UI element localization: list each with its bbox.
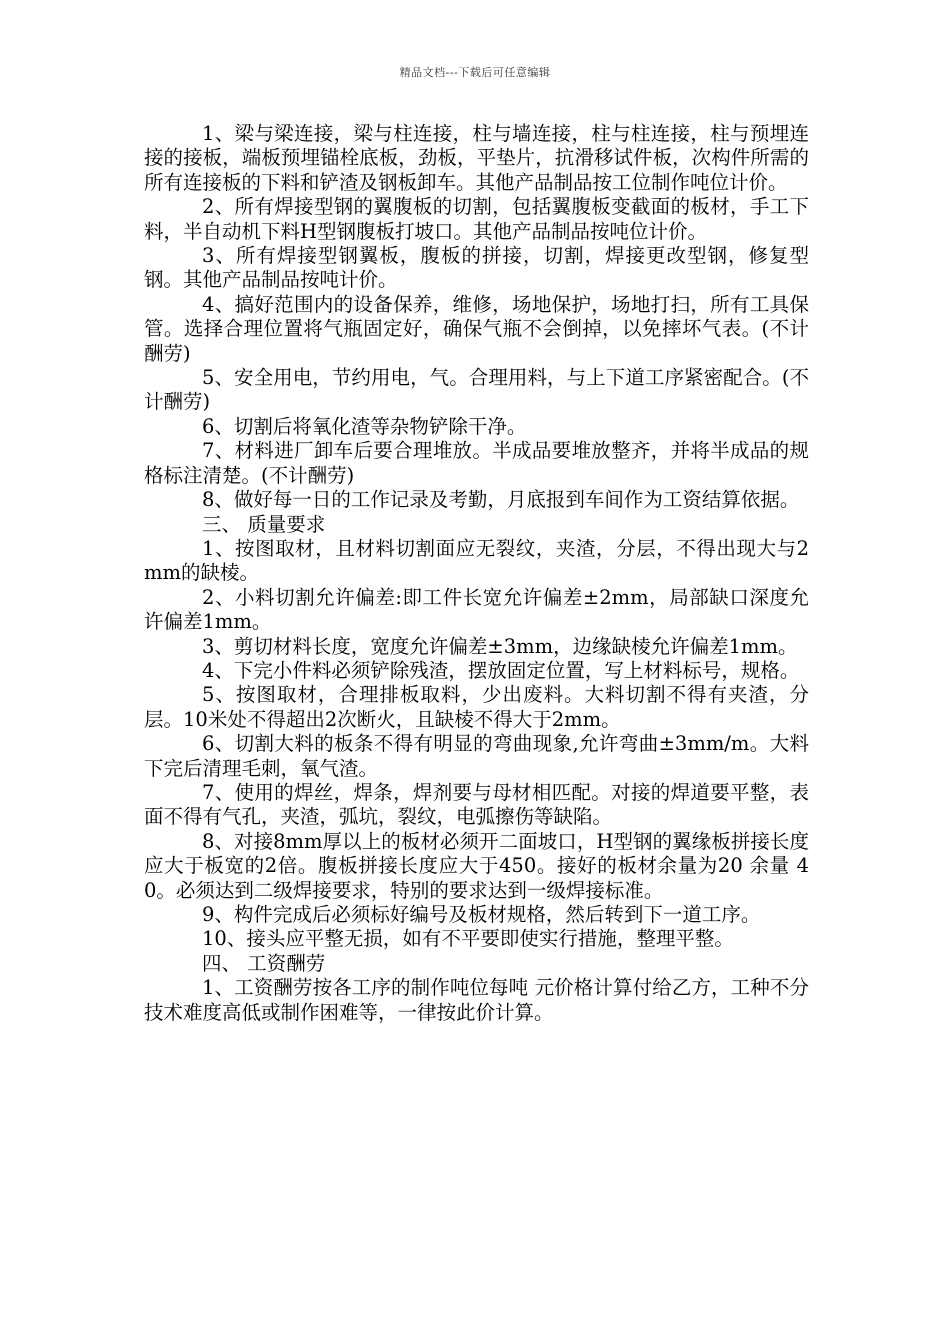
paragraph-2: 2、所有焊接型钢的翼腹板的切割，包括翼腹板变截面的板材，手工下料，半自动机下料H型钢腹板打坡口。其他产品制品按吨位计价。 bbox=[144, 195, 809, 243]
section-heading-wages: 四、 工资酬劳 bbox=[202, 951, 326, 975]
paragraph-7: 7、材料进厂卸车后要合理堆放。半成品要堆放整齐，并将半成品的规格标注清楚。(不计酬劳) bbox=[144, 439, 809, 487]
document-body bbox=[144, 122, 809, 1025]
paragraph-1: 1、梁与梁连接，梁与柱连接，柱与墙连接，柱与柱连接，柱与预埋连接的接板，端板预埋锚栓底板，劲板，平垫片，抗滑移试件板，次构件所需的所有连接板的下料和铲渣及钢板卸车。其他产品制品按工位制作吨位计价。 bbox=[144, 122, 809, 194]
paragraph-5: 5、安全用电，节约用电，气。合理用料，与上下道工序紧密配合。(不计酬劳) bbox=[144, 366, 809, 414]
paragraph-4: 4、搞好范围内的设备保养，维修，场地保护，场地打扫，所有工具保管。选择合理位置将气瓶固定好，确保气瓶不会倒掉，以免摔坏气表。(不计酬劳) bbox=[144, 292, 809, 365]
quality-item-8: 8、对接8mm厚以上的板材必须开二面坡口，H型钢的翼缘板拼接长度应大于板宽的2倍。腹板拼接长度应大于450。接好的板材余量为20 余量 40。必须达到二级焊接要求，特别的要求达到一级焊接标准。 bbox=[144, 829, 809, 902]
paragraph-3: 3、所有焊接型钢翼板，腹板的拼接，切割，焊接更改型钢，修复型钢。其他产品制品按吨计价。 bbox=[144, 244, 809, 292]
section-heading-quality: 三、 质量要求 bbox=[202, 512, 326, 536]
page-header: 精品文档---下载后可任意编辑 bbox=[399, 66, 551, 79]
quality-item-5: 5、按图取材，合理排板取料，少出废料。大料切割不得有夹渣，分层。10米处不得超出2次断火，且缺棱不得大于2mm。 bbox=[144, 683, 809, 731]
quality-item-6: 6、切割大料的板条不得有明显的弯曲现象,允许弯曲±3mm/m。大料下完后清理毛刺，氧气渣。 bbox=[144, 732, 809, 780]
quality-item-10: 10、接头应平整无损，如有不平要即使实行措施，整理平整。 bbox=[202, 927, 734, 951]
paragraph-8: 8、做好每一日的工作记录及考勤，月底报到车间作为工资结算依据。 bbox=[202, 488, 800, 512]
quality-item-9: 9、构件完成后必须标好编号及板材规格，然后转到下一道工序。 bbox=[202, 903, 761, 926]
quality-item-3: 3、剪切材料长度，宽度允许偏差±3mm，边缘缺棱允许偏差1mm。 bbox=[202, 634, 798, 658]
wages-item-1: 1、工资酬劳按各工序的制作吨位每吨 元价格计算付给乙方，工种不分技术难度高低或制作困难等，一律按此价计算。 bbox=[144, 976, 809, 1024]
quality-item-1: 1、按图取材，且材料切割面应无裂纹，夹渣，分层，不得出现大与2mm的缺棱。 bbox=[144, 536, 809, 585]
paragraph-6: 6、切割后将氧化渣等杂物铲除干净。 bbox=[202, 414, 527, 438]
quality-item-4: 4、下完小件料必须铲除残渣，摆放固定位置，写上材料标号，规格。 bbox=[202, 658, 800, 682]
quality-item-2: 2、小料切割允许偏差:即工件长宽允许偏差±2mm，局部缺口深度允许偏差1mm。 bbox=[144, 585, 809, 634]
quality-item-7: 7、使用的焊丝，焊条，焊剂要与母材相匹配。对接的焊道要平整，表面不得有气孔，夹渣，弧坑，裂纹，电弧擦伤等缺陷。 bbox=[144, 780, 809, 829]
